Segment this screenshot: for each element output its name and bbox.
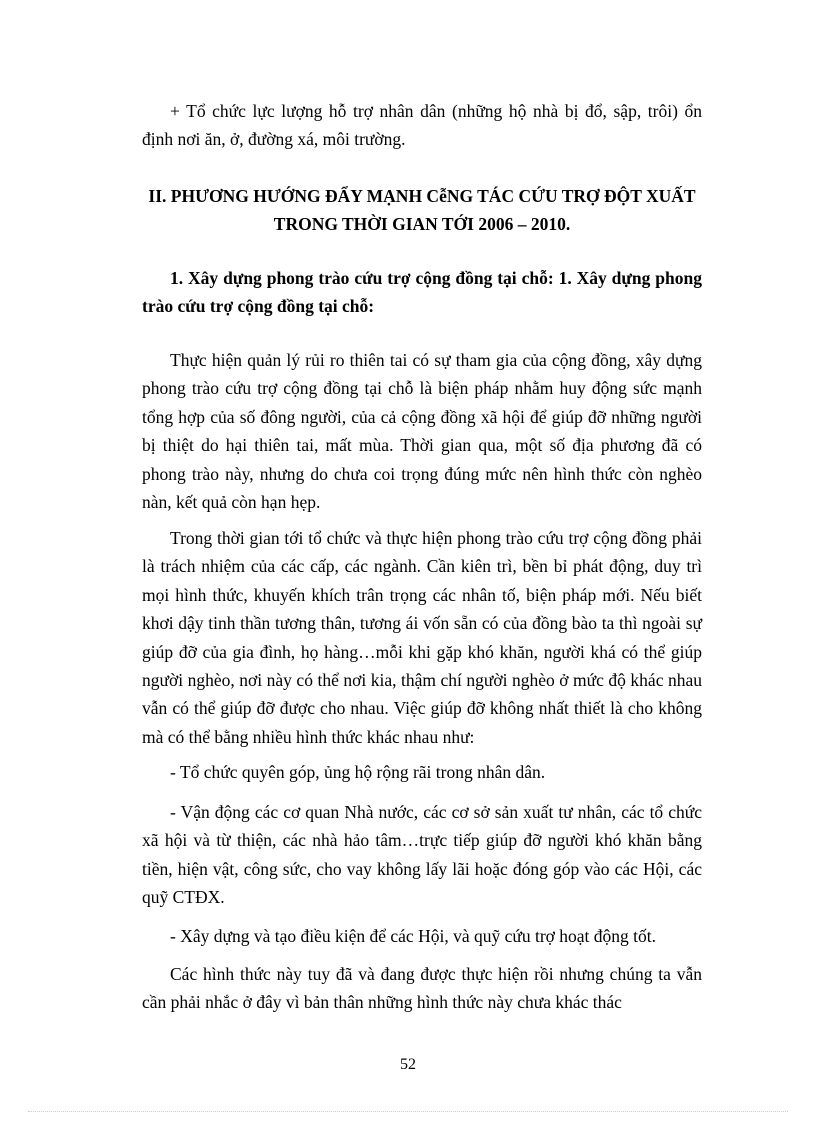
list-item-fundraising: - Tổ chức quyên góp, ủng hộ rộng rãi trong nhân dân. [170,762,546,782]
page-number: 52 [400,1056,416,1073]
paragraph-future-plans: Trong thời gian tới tổ chức và thực hiện phong trào cứu trợ cộng đồng phải là trách nhiệm của các cấp, các ngành. Cần kiên trì, bền bỉ phát động, duy trì mọi hình thức, khuyến khích trân trọng các nhân tố, biện pháp mới. Nếu biết khơi dậy tinh thần tương thân, tương ái vốn sẵn có của đồng bào ta thì ngoài sự giúp đỡ của gia đình, họ hàng…mỗi khi gặp khó khăn, người khá có thể giúp người nghèo, nơi này có thể nơi kia, thậm chí người nghèo ở mức độ khác nhau vẫn có thể giúp đỡ được cho nhau. Việc giúp đỡ không nhất thiết là cho không mà có thể bằng nhiều hình thức khác nhau như: [142,528,702,747]
paragraph-community-relief: Thực hiện quản lý rủi ro thiên tai có sự tham gia của cộng đồng, xây dựng phong trào cứu trợ cộng đồng tại chỗ là biện pháp nhằm huy động sức mạnh tổng hợp của số đông người, của cả cộng đồng xã hội để giúp đỡ những người bị thiệt do hại thiên tai, mất mùa. Thời gian qua, một số địa phương đã có phong trào này, nhưng do chưa coi trọng đúng mức nên hình thức còn nghèo nàn, kết quả còn hạn hẹp. [142,350,702,513]
list-item-associations: - Xây dựng và tạo điều kiện để các Hội, và quỹ cứu trợ hoạt động tốt. [170,926,657,946]
footer-divider [28,1111,788,1112]
paragraph-forms-remark: Các hình thức này tuy đã và đang được thực hiện rồi nhưng chúng ta vẫn cần phải nhắc ở đây vì bản thân những hình thức này chưa khác thác [142,964,702,1013]
section-heading-ii: II. PHƯƠNG HƯỚNG ĐẨY MẠNH CễNG TÁC CỨU TRỢ ĐỘT XUẤT TRONG THỜI GIAN TỚI 2006 – 2010. [148,186,696,234]
subsection-heading-1: 1. Xây dựng phong trào cứu trợ cộng đồng tại chỗ: 1. Xây dựng phong trào cứu trợ cộng đồng tại chỗ: [142,268,702,316]
paragraph-support-forces: + Tổ chức lực lượng hỗ trợ nhân dân (những hộ nhà bị đổ, sập, trôi) ổn định nơi ăn, ở, đường xá, môi trường. [142,101,702,150]
list-item-mobilize-agencies: - Vận động các cơ quan Nhà nước, các cơ sở sản xuất tư nhân, các tổ chức xã hội và từ thiện, các nhà hảo tâm…trực tiếp giúp đỡ người khó khăn bằng tiền, hiện vật, công sức, cho vay không lấy lãi hoặc đóng góp vào các Hội, các quỹ CTĐX. [142,802,702,908]
